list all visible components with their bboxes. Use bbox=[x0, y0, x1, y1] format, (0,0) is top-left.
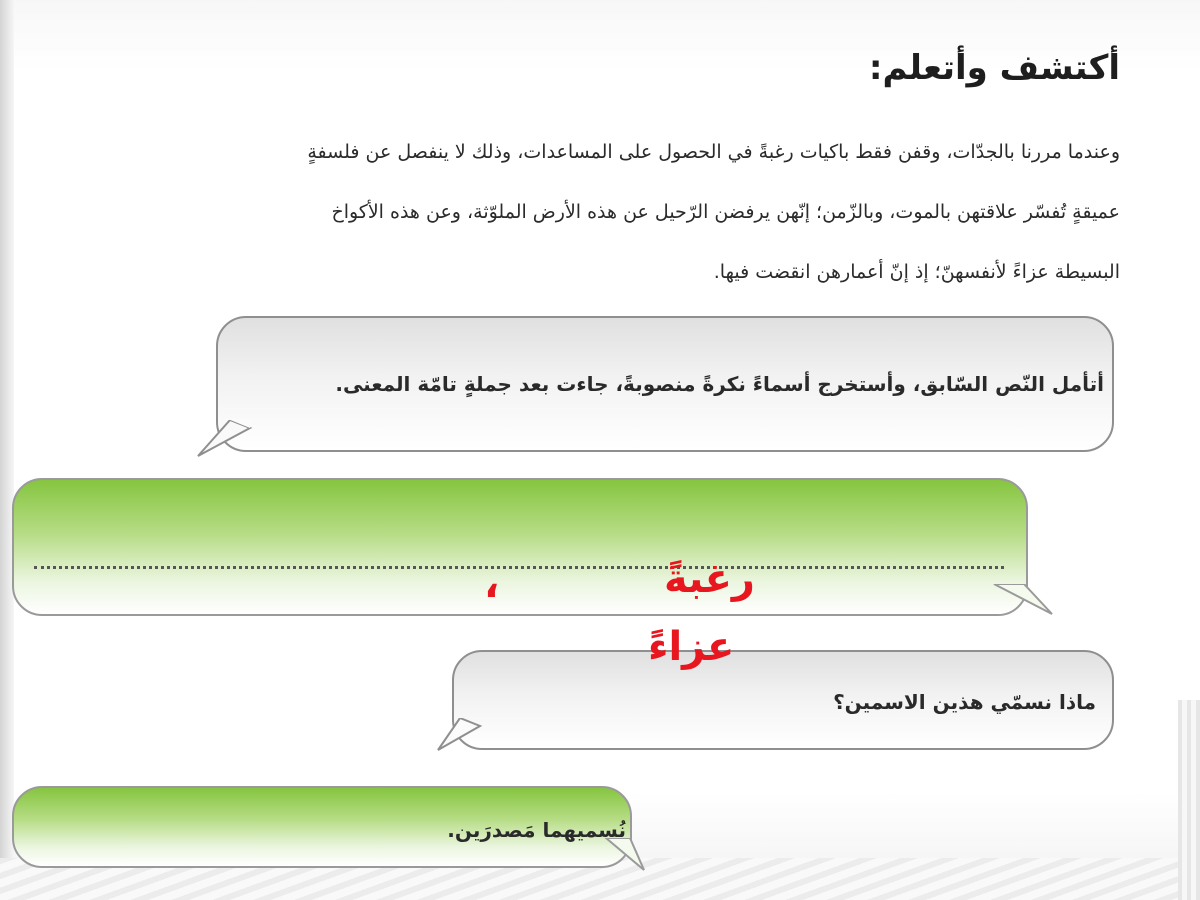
paragraph-line: وعندما مررنا بالجدّات، وقفن فقط باكيات رغبةً في الحصول على المساعدات، وذلك لا ينفصل عن فلسفةٍ bbox=[307, 141, 1120, 163]
question-1-text: أتأمل النّص السّابق، وأستخرج أسماءً نكرةً منصوبةً، جاءت بعد جملةٍ تامّة المعنى. bbox=[335, 372, 1104, 396]
answer-dotted-line bbox=[34, 566, 1004, 569]
answer-bubble-2-tail bbox=[604, 838, 650, 872]
paragraph-line: عميقةٍ تُفسّر علاقتهن بالموت، وبالزّمن؛ إنّهن يرفضن الرّحيل عن هذه الأرض الملوّثة، وعن هذه الأكواخ bbox=[331, 201, 1120, 223]
answer-separator: ، bbox=[484, 561, 500, 607]
question-bubble-1-tail bbox=[194, 420, 254, 458]
section-heading: أكتشف وأتعلم: bbox=[868, 48, 1120, 88]
answer-bubble-1-tail bbox=[990, 584, 1060, 616]
answer-word-1: رغبةً bbox=[664, 556, 755, 602]
question-bubble-2-tail bbox=[434, 718, 484, 752]
reading-paragraph bbox=[0, 122, 1120, 302]
page-right-texture bbox=[1178, 700, 1200, 900]
answer-2-text: نُسميهما مَصدرَين. bbox=[447, 818, 626, 842]
question-2-text: ماذا نسمّي هذين الاسمين؟ bbox=[833, 690, 1096, 714]
answer-word-2: عزاءً bbox=[648, 624, 735, 670]
answer-bubble-1 bbox=[12, 478, 1028, 616]
paragraph-line: البسيطة عزاءً لأنفسهنّ؛ إذ إنّ أعمارهن انقضت فيها. bbox=[713, 261, 1120, 283]
